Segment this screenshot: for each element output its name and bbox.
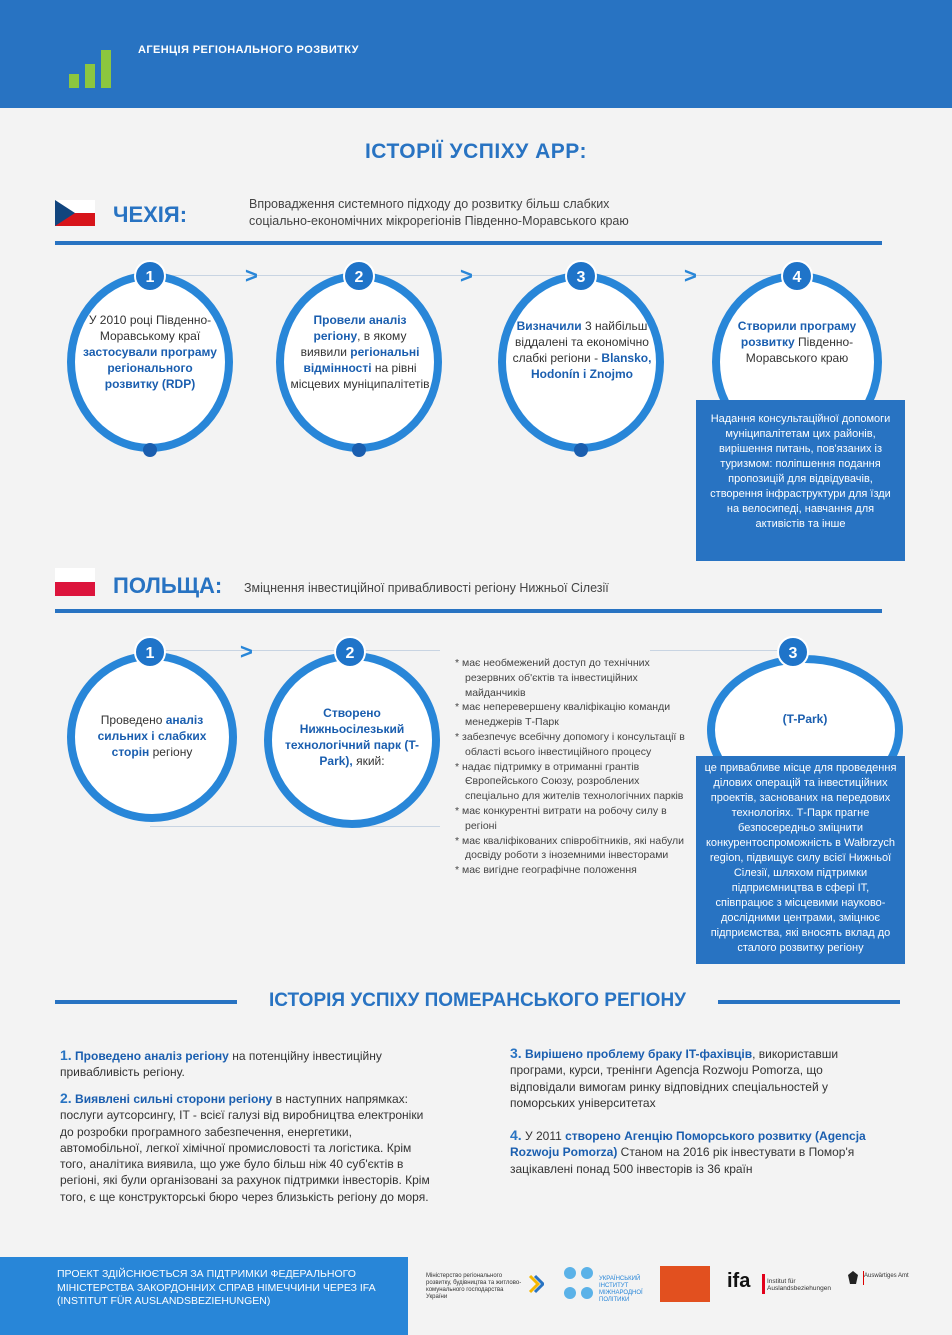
list-item: * має кваліфікованих співробітників, які набули досвіду роботи з іноземними інвесторами — [455, 834, 684, 862]
list-item: * має неперевершену кваліфікацію команди менеджерів Т-Парк — [455, 701, 671, 729]
poland-step-3-number: 3 — [777, 636, 809, 668]
czech-divider — [55, 241, 882, 245]
czech-desc-1: Впровадження системного підходу до розвитку більш слабких — [249, 197, 610, 211]
poland-step-3-text: (T-Park) — [782, 712, 828, 726]
czech-step-4-text: Створили програму розвитку Південно-Моравського краю — [737, 319, 857, 365]
poland-desc: Зміцнення інвестиційної привабливості регіону Нижньої Сілезії — [244, 581, 609, 595]
czech-step-2-text: Провели аналіз регіону, в якому виявили регіональні відмінності на рівні місцевих муніципалітетів — [290, 313, 430, 391]
auswaertiges-amt-logo: Auswärtiges Amt — [846, 1268, 916, 1302]
page-title: ІСТОРІЇ УСПІХУ АРР: — [364, 140, 588, 163]
poland-step-2-number: 2 — [334, 636, 366, 668]
tpark-feature-list — [455, 656, 685, 878]
poland-arrow-icon: > — [240, 639, 253, 664]
footer-text: ПРОЕКТ ЗДІЙСНЮЄТЬСЯ ЗА ПІДТРИМКИ ФЕДЕРАЛЬНОГО МІНІСТЕРСТВА ЗАКОРДОННИХ СПРАВ НІМЕЧЧИНИ ЧЕРЕЗ IFA (INSTITUT FÜR AUSLANDSBEZIEHUNGEN) — [57, 1268, 376, 1307]
poland-connector-top — [150, 650, 440, 651]
list-item: * забезпечує всебічну допомогу і консультації в області всього інвестиційного процесу — [455, 730, 685, 758]
arrow-2-icon: > — [460, 263, 473, 288]
poland-connector-bottom — [150, 826, 440, 827]
czech-step-1-text: У 2010 році Південно-Моравському краї застосували програму регіонального розвитку (RDP) — [83, 313, 217, 391]
pomerania-item-4: 4. У 2011 створено Агенцію Поморського розвитку (Agencja Rozwoju Pomorza) Станом на 2016 рік інвестувати в Помор'я зацікавлені понад 500 інвесторів із 36 країн — [510, 1127, 866, 1176]
list-item: * має конкурентні витрати на робочу силу в регіоні — [455, 804, 667, 832]
pomerania-item-2: 2. Виявлені сильні сторони регіону в наступних напрямках: послуги аутсорсингу, IT - всієї галузі від виробництва електроніки до розробки програмного забезпечення, енергетики, автомобільної, легкої хімічної промисловості та логістика. Крім того, аналітика виявила, що уже було більш ніж 40 суб'єктів в регіоні, які були організовані за рахунок підтримки інвесторів. Крім того, є ще конструкторські бюро через близькість регіону до моря. — [60, 1090, 430, 1204]
partner-logo-orange — [660, 1266, 710, 1302]
czech-info-box: Надання консультаційної допомоги муніципалітетам цих районів, вирішення питань, пов'язаних із туризмом: поліпшення подання пропозицій для відвідувачів, створення інфраструктури для їзди на велосипеді, навчання для активістів та інше — [696, 400, 905, 561]
list-item: * має вигідне географічне положення — [455, 864, 637, 877]
ministry-logo: Міністерство регіонального розвитку, будівництва та житлово-комунального господарства України — [420, 1268, 545, 1302]
czech-step-2-dot — [352, 443, 366, 457]
poland-info-box: це привабливе місце для проведення ділових операцій та інвестиційних проектів, заснованих на передових технологіях. Т-Парк прагне безпосередньо зміцнити конкурентоспроможність в Wałbrzych region, підвищує силу всієї Нижньої Сілезії, шляхом підтримки підприємництва в сфері IT, співпрацює з місцевими науково-дослідними центрами, зміцнює підприємства, які вносять вклад до сталого розвитку регіону — [696, 756, 905, 964]
agency-logo — [69, 46, 111, 88]
poland-step-1-text: Проведено аналіз сильних і слабких сторін регіону — [97, 713, 207, 759]
czech-step-3-text: Визначили 3 найбільш віддалені та економічно слабкі регіони - Blansko, Hodonín i Znojmo — [512, 319, 652, 381]
czech-step-1-dot — [143, 443, 157, 457]
ifa-logo: ifa Institut für Auslandsbeziehungen — [727, 1270, 831, 1292]
uimp-logo: УКРАЇНСЬКИЙ ІНСТИТУТ МІЖНАРОДНОЇ ПОЛІТИКИ — [563, 1266, 653, 1306]
pomerania-item-3: 3. Вирішено проблему браку IT-фахівців, використавши програми, курси, тренінги Agencja Rozwoju Pomorza, що відповідали вимогам ринку відповідних спеціальностей у поморських університетах — [510, 1045, 839, 1110]
poland-flag — [55, 568, 95, 596]
agency-name: АГЕНЦІЯ РЕГІОНАЛЬНОГО РОЗВИТКУ — [138, 44, 359, 56]
czech-step-2-number: 2 — [343, 260, 375, 292]
poland-heading: ПОЛЬЩА: — [113, 573, 223, 598]
czech-step-1-number: 1 — [134, 260, 166, 292]
arrow-1-icon: > — [245, 263, 258, 288]
arrow-3-icon: > — [684, 263, 697, 288]
poland-divider — [55, 609, 882, 613]
list-item: * надає підтримку в отриманні грантів Європейського Союзу, розроблених спеціально для жителів технологічних парків — [455, 760, 684, 803]
czech-step-3-number: 3 — [565, 260, 597, 292]
list-item: * має необмежений доступ до технічних резервних об'єктів та інвестиційних майданчиків — [455, 657, 650, 699]
pomerania-rule-right — [718, 1000, 900, 1004]
czech-step-4-number: 4 — [781, 260, 813, 292]
czech-heading: ЧЕХІЯ: — [113, 202, 188, 227]
poland-step-1-number: 1 — [134, 636, 166, 668]
czech-desc-2: соціально-економічних мікрорегіонів Південно-Моравського краю — [249, 214, 629, 228]
poland-step-2-text: Створено Нижньосілезький технологічний парк (T-Park), який: — [284, 706, 420, 768]
pomerania-item-1: 1. Проведено аналіз регіону на потенційну інвестиційну привабливість регіону. — [60, 1047, 382, 1080]
pomerania-rule-left — [55, 1000, 237, 1004]
czech-flag — [55, 200, 95, 226]
czech-step-3-dot — [574, 443, 588, 457]
pomerania-title: ІСТОРІЯ УСПІХУ ПОМЕРАНСЬКОГО РЕГІОНУ — [269, 990, 686, 1011]
